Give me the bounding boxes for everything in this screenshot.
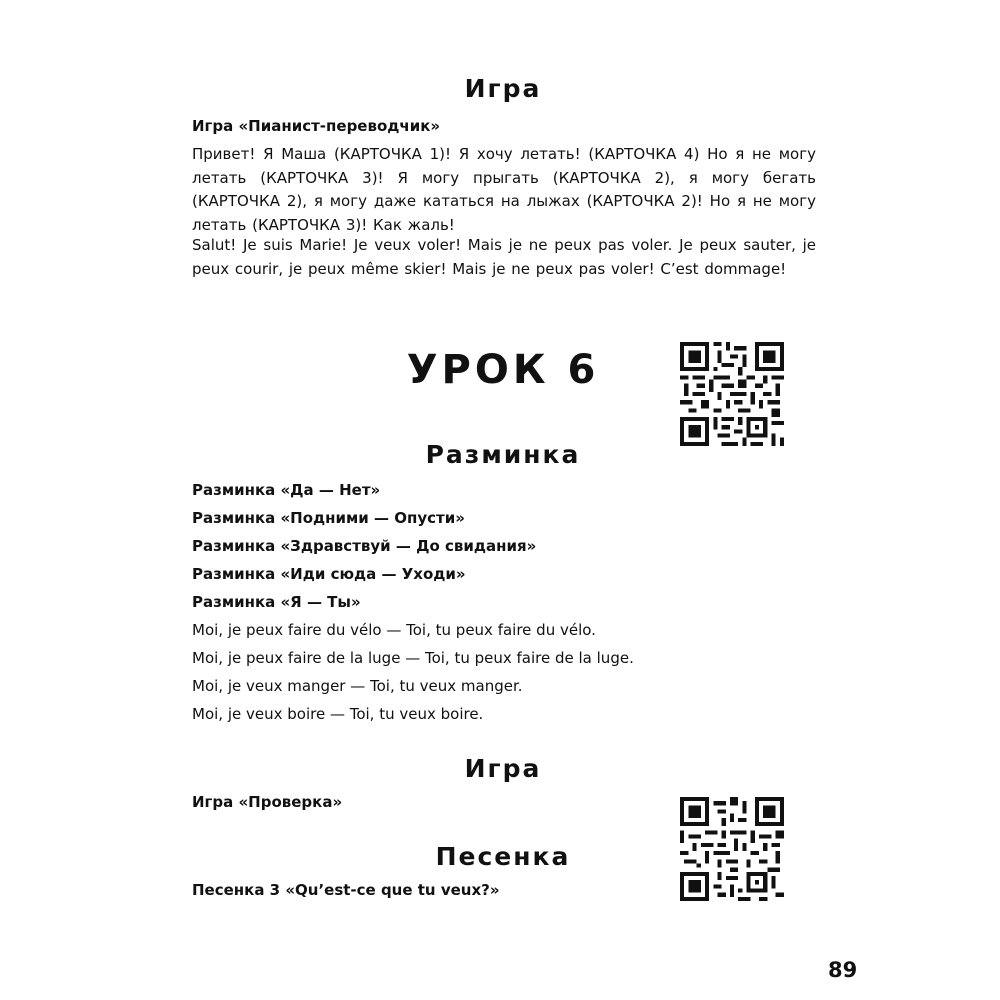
qr-code-lesson[interactable] (680, 342, 784, 446)
warmup-item: Разминка «Иди сюда — Уходи» (192, 565, 466, 583)
warmup-item: Разминка «Да — Нет» (192, 481, 381, 499)
section-heading-song: Песенка (435, 842, 571, 871)
qr-code-icon (680, 342, 784, 446)
page-number: 89 (828, 958, 858, 982)
qr-code-game[interactable] (680, 797, 784, 901)
section-heading-game-2: Игра (464, 754, 542, 783)
warmup-phrase: Moi, je veux manger — Toi, tu veux manger. (192, 677, 523, 695)
qr-code-icon (680, 797, 784, 901)
game-title: Игра «Пианист-переводчик» (192, 117, 441, 135)
russian-paragraph: Привет! Я Маша (КАРТОЧКА 1)! Я хочу летать! (КАРТОЧКА 4) Но я не могу летать (КАРТОЧКА 3)! Я могу прыгать (КАРТОЧКА 2), я могу бегать (КАРТОЧКА 2), я могу даже кататься на лыжах (КАРТОЧКА 2)! Но я не могу летать (КАРТОЧКА 3)! Как жаль! (192, 145, 816, 234)
warmup-phrase: Moi, je veux boire — Toi, tu veux boire. (192, 705, 484, 723)
section-heading-warmup: Разминка (425, 440, 581, 469)
warmup-phrase: Moi, je peux faire du vélo — Toi, tu peux faire du vélo. (192, 621, 596, 639)
warmup-phrase: Moi, je peux faire de la luge — Toi, tu peux faire de la luge. (192, 649, 634, 667)
warmup-item: Разминка «Здравствуй — До свидания» (192, 537, 537, 555)
french-paragraph: Salut! Je suis Marie! Je veux voler! Mais je ne peux pas voler. Je peux sauter, je peux courir, je peux même skier! Mais je ne peux pas voler! C’est dommage! (192, 236, 816, 278)
warmup-item: Разминка «Я — Ты» (192, 593, 361, 611)
section-heading-game: Игра (464, 74, 542, 103)
song-item: Песенка 3 «Qu’est-ce que tu veux?» (192, 881, 500, 899)
game-item: Игра «Проверка» (192, 793, 343, 811)
lesson-title: УРОК 6 (406, 347, 600, 393)
warmup-item: Разминка «Подними — Опусти» (192, 509, 465, 527)
